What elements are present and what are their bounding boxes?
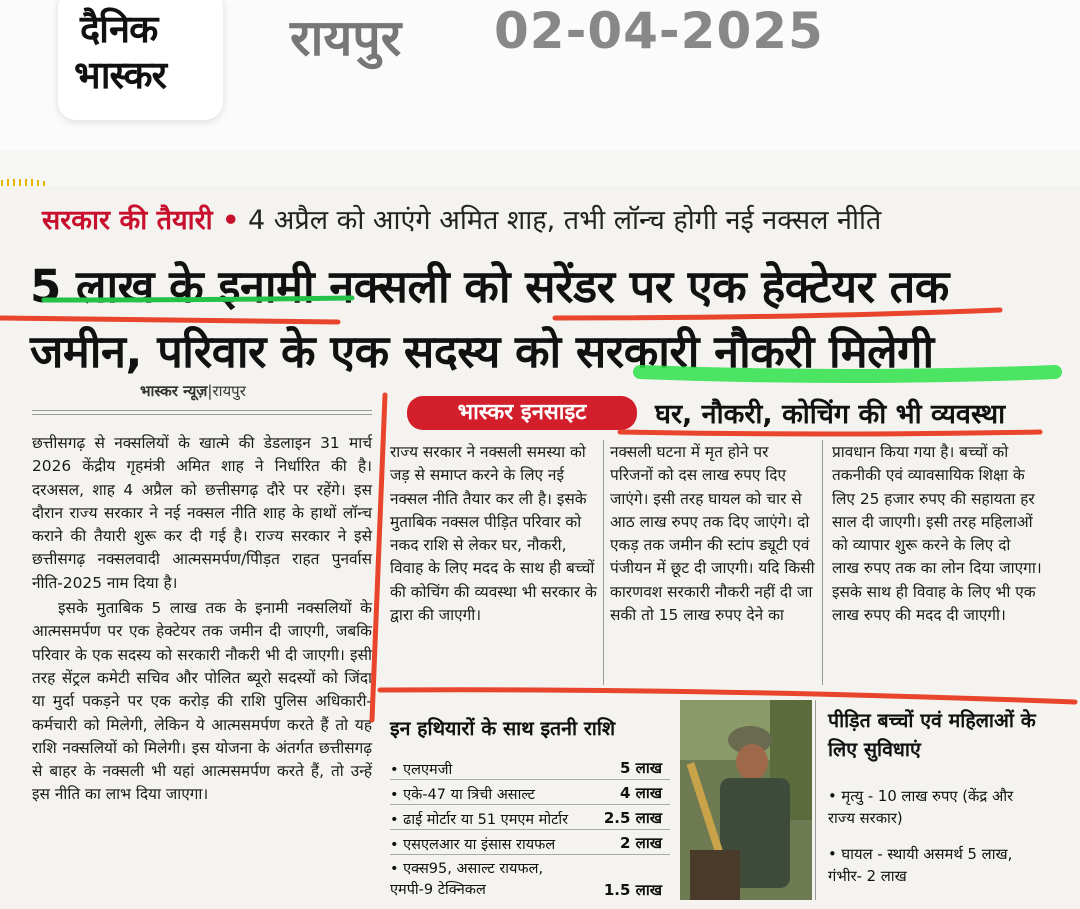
dainik-bhaskar-logo[interactable] bbox=[58, 0, 223, 120]
divider-insight-col2 bbox=[822, 440, 823, 685]
divider-left-top bbox=[32, 410, 372, 411]
sun-rays-icon bbox=[0, 178, 46, 186]
weapons-row bbox=[390, 756, 670, 780]
kicker-text: 4 अप्रैल को आएंगे अमित शाह, तभी लॉन्च होगी नई नक्सल नीति bbox=[247, 205, 882, 236]
facilities-title: पीड़ित बच्चों एवं महिलाओं के लिए सुविधाएं bbox=[828, 709, 1036, 761]
logo-text-line1: दैनिक bbox=[80, 7, 158, 51]
kicker-label: सरकार की तैयारी • bbox=[42, 205, 240, 236]
weapon-amount: 2.5 लाख bbox=[603, 809, 662, 827]
weapon-name: • एलएमजी bbox=[390, 762, 453, 778]
weapons-row bbox=[390, 781, 670, 805]
facility-item-death: • मृत्यु - 10 लाख रुपए (केंद्र और राज्य सरकार) bbox=[828, 788, 1014, 827]
divider-bottom-photo bbox=[815, 700, 816, 900]
weapons-row bbox=[390, 806, 670, 830]
byline bbox=[140, 381, 246, 401]
bhaskar-insight-badge: भास्कर इनसाइट bbox=[407, 396, 637, 430]
insight-column-1: राज्य सरकार ने नक्सली समस्या को जड़ से समाप्त करने के लिए नई नक्सल नीति तैयार कर ली है। इसके मुताबिक नक्सल पीड़ित परिवार को नकद राशि से लेकर घर, नौकरी, विवाह के लिए मदद के साथ ही बच्चों की कोचिंग की व्यवस्था भी सरकार के द्वारा की जाएगी। bbox=[390, 443, 597, 625]
weapons-table-title: इन हथियारों के साथ इतनी राशि bbox=[390, 717, 616, 740]
insight-column-3: प्रावधान किया गया है। बच्चों को तकनीकी एवं व्यावसायिक शिक्षा के लिए 25 हजार रुपए की सहायता हर साल दी जाएगी। इसी तरह महिलाओं को व्यापार शुरू करने के लिए दो लाख रुपए तक का लोन दिया जाएगा। इसके साथ ही विवाह के लिए भी एक लाख रुपए की मदद दी जाएगी। bbox=[832, 443, 1042, 625]
insight-title: घर, नौकरी, कोचिंग की भी व्यवस्था bbox=[655, 399, 1006, 430]
weapon-name bbox=[390, 859, 543, 901]
byline-source: भास्कर न्यूज़ bbox=[140, 382, 208, 400]
weapon-name-line2: एमपी-9 टेक्निकल bbox=[390, 882, 486, 898]
divider-left-top-2 bbox=[32, 414, 372, 415]
app-header bbox=[0, 0, 1080, 150]
headline-line-2: जमीन, परिवार के एक सदस्य को सरकारी नौकरी मिलेगी bbox=[30, 325, 934, 378]
logo-text-line2: भास्कर bbox=[74, 53, 167, 97]
byline-place: |रायपुर bbox=[207, 382, 246, 400]
weapons-row bbox=[390, 856, 670, 902]
weapon-amount: 4 लाख bbox=[620, 784, 662, 802]
headline-line-1: 5 लाख के इनामी नक्सली को सरेंडर पर एक हेक्टेयर तक bbox=[30, 260, 949, 313]
weapon-name: • ढाई मोर्टार या 51 एमएम मोर्टार bbox=[390, 812, 569, 828]
surrendered-naxal-photo bbox=[680, 700, 812, 900]
facility-item-injury: • घायल - स्थायी असमर्थ 5 लाख, गंभीर- 2 लाख bbox=[828, 846, 1013, 885]
edition-date: 02-04-2025 bbox=[494, 2, 824, 60]
story-left-column bbox=[32, 432, 372, 809]
weapon-name-line1: • एक्स95, असाल्ट रायफल, bbox=[390, 861, 544, 877]
weapons-row bbox=[390, 831, 670, 855]
edition-city: रायपुर bbox=[290, 9, 402, 67]
story-paragraph-2: इसके मुताबिक 5 लाख तक के इनामी नक्सलियों के आत्मसमर्पण पर एक हेक्टेयर तक जमीन दी जाएगी, जबकि परिवार के एक सदस्य को सरकारी नौकरी भी दी जाएगी। इसी तरह सेंट्रल कमेटी सचिव और पोलित ब्यूरो सदस्यों को जिंदा या मुर्दा पकड़ने पर एक करोड़ की राशि पुलिस अधिकारी-कर्मचारी को मिलेगी, लेकिन ये आत्मसमर्पण करते हैं तो यह राशि नक्सलियों को मिलेगी। इस योजना के अंतर्गत छत्तीसगढ़ से बाहर के नक्सली भी यहां आत्मसमर्पण करते हैं, तो उन्हें इस नीति का लाभ दिया जाएगा। bbox=[32, 599, 372, 804]
divider-insight-col1 bbox=[603, 440, 604, 685]
weapon-amount: 1.5 लाख bbox=[603, 881, 662, 899]
weapon-amount: 5 लाख bbox=[620, 759, 662, 777]
insight-column-2: नक्सली घटना में मृत होने पर परिजनों को दस लाख रुपए दिए जाएंगे। इसी तरह घायल को चार से आठ लाख रुपए तक दिए जाएंगे। दो एकड़ तक जमीन की स्टांप ड्यूटी एवं पंजीयन में छूट दी जाएगी। यदि किसी कारणवश सरकारी नौकरी नहीं दी जा सकी तो 15 लाख रुपए देने का bbox=[610, 443, 815, 625]
weapon-name: • एसएलआर या इंसास रायफल bbox=[390, 837, 556, 853]
weapon-amount: 2 लाख bbox=[620, 834, 662, 852]
weapon-name: • एके-47 या त्रिची असाल्ट bbox=[390, 787, 535, 803]
story-paragraph-1: छत्तीसगढ़ से नक्सलियों के खात्मे की डेडलाइन 31 मार्च 2026 केंद्रीय गृहमंत्री अमित शाह ने निर्धारित की है। दरअसल, शाह 4 अप्रैल को छत्तीसगढ़ दौरे पर रहेंगे। इस दौरान राज्य सरकार ने नई नक्सल नीति शाह के हाथों लॉन्च कराने की तैयारी शुरू कर दी गई है। राज्य सरकार ने इसे छत्तीसगढ़ नक्सलवादी आत्मसमर्पण/पीिड़त राहत पुनर्वास नीति-2025 नाम दिया है। bbox=[32, 434, 372, 592]
kicker-line bbox=[42, 200, 881, 237]
